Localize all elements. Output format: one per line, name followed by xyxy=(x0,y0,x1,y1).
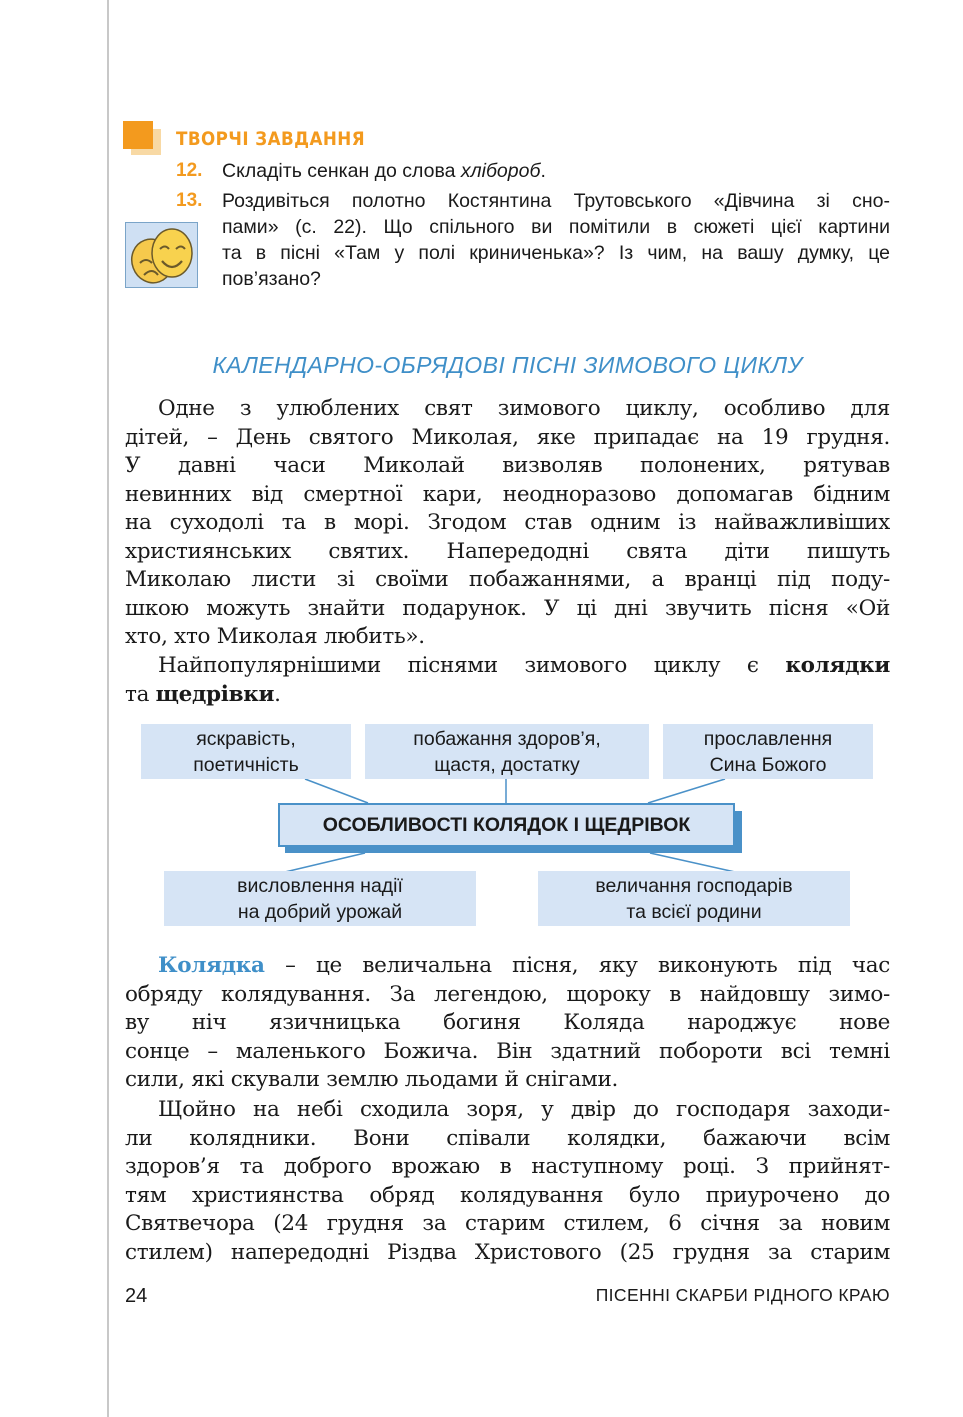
task-number: 13. xyxy=(176,190,203,211)
term-koliadka: Колядка xyxy=(158,953,265,978)
paragraph-st-nicholas: Одне з улюблених свят зимового циклу, особливо для дітей, – День святого Миколая, яке припадає на 19 грудня. У давні часи Миколай визволяв полонених, рятував невинних від смертної кари, неодноразово допомагав бідним на суходолі та в морі. Згодом став одним із найважливіших християнських святих. Напередодні свята діти пишуть Миколаю листи зі своїми побажаннями, а вранці під поду- шкою можуть знайти подарунок. У ці дні звучить пісня «Ой хто, хто Миколая любить». xyxy=(125,396,890,649)
task-text: Роздивіться полотно Костянтина Трутовського «Дівчина зі сно- пами» (с. 22). Що спільного ви помітили в сюжеті цієї картини та в пісні «Там у полі криниченька»? Із чим, на вашу думку, це пов’язано? xyxy=(222,190,890,290)
orange-square-icon xyxy=(123,121,161,155)
diagram-box-harvest-hope: висловлення надії на добрий урожай xyxy=(164,871,476,926)
task-text: Складіть сенкан до слова хлібороб. xyxy=(222,160,546,182)
theatre-masks-icon xyxy=(125,222,198,288)
page-number: 24 xyxy=(125,1285,148,1307)
diagram-box-glorifying-hosts: величання господарів та всієї родини xyxy=(538,871,850,926)
diagram-box-glorification: прославлення Сина Божого xyxy=(663,724,873,779)
paragraph-koliadka: Колядка – це величальна пісня, яку виконують під час обряду колядування. За легендою, щороку в найдовшу зимо- ву ніч язичницька богиня Коляда народжує нове сонце – маленького Божича. Він здатний побороти всі темні сили, які скували землю льодами й снігами. xyxy=(125,953,890,1092)
creative-tasks-heading: ТВОРЧІ ЗАВДАННЯ xyxy=(176,128,366,150)
task-13 xyxy=(176,188,890,292)
diagram-box-brightness: яскравість, поетичність xyxy=(141,724,351,779)
paragraph-carolers: Щойно на небі сходила зоря, у двір до господаря заходи- ли колядники. Вони співали колядки, бажаючи всім здоров’я та доброго врожаю в наступному році. З прийнят- тям християнства обряд колядування було приурочено до Святвечора (24 грудня за старим стилем, 6 січня за новим стилем) напередодні Різдва Христового (25 грудня за старим xyxy=(125,1097,890,1265)
diagram-center-box: ОСОБЛИВОСТІ КОЛЯДОК І ЩЕДРІВОК xyxy=(278,803,735,847)
section-title: КАЛЕНДАРНО-ОБРЯДОВІ ПІСНІ ЗИМОВОГО ЦИКЛУ xyxy=(212,352,803,378)
page-margin-line xyxy=(107,0,109,1417)
book-title: ПІСЕННІ СКАРБИ РІДНОГО КРАЮ xyxy=(595,1285,890,1305)
task-number: 12. xyxy=(176,160,203,181)
diagram-box-wishes: побажання здоров’я, щастя, достатку xyxy=(365,724,649,779)
task-12 xyxy=(176,158,890,184)
paragraph-popular-songs: Найпопулярнішими піснями зимового циклу є колядки та щедрівки. xyxy=(125,653,890,707)
